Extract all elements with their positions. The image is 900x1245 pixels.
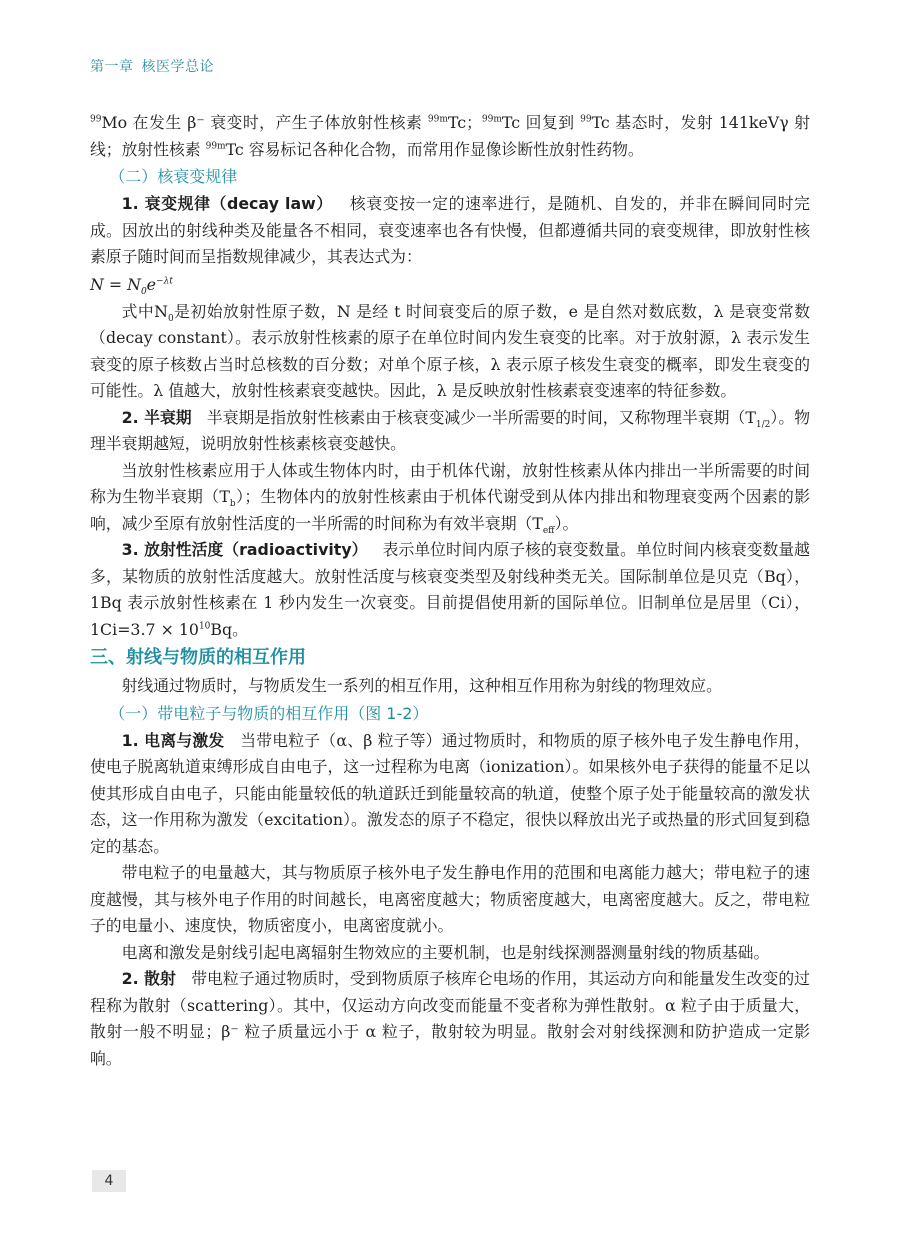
mechanism-paragraph: 电离和激发是射线引起电离辐射生物效应的主要机制，也是射线探测器测量射线的物质基础。 xyxy=(121,942,770,962)
biological-half-life-paragraph: 当放射性核素应用于人体或生物体内时，由于机体代谢，放射性核素从体内排出一半所需要的时间称为生物半衰期$(T_b)$；生物体内的放射性核素由于机体代谢受到从体内排出和物理衰变两个因素的影响，减少至原有放射性活度的一半所需的时间称为有效半衰期$(T_{eff})$。 xyxy=(90,460,810,536)
decay-constant-paragraph: 式中$N_0$是初始放射性原子数，N 是经 t 时间衰变后的原子数，e 是自然对数底数，λ 是衰变常数（decay constant）。表示放射性核素的原子在单位时间内发生衰变的比率。对于放射源，λ 表示发生衰变的原子核数占当时总核数的百分数；对单个原子核，λ 表示原子核发生衰变的概率，即发生衰变的可能性。λ 值越大，放射性核素衰变越快。因此，λ 是反映放射性核素衰变速率的特征参数。 xyxy=(90,301,810,400)
radioactivity-paragraph: 3. 放射性活度（radioactivity） 表示单位时间内原子核的衰变数量。单位时间内核衰变数量越多，某物质的放射性活度越大。放射性活度与核衰变类型及射线种类无关。国际制单位是贝克（Bq），1Bq 表示放射性核素在 1 秒内发生一次衰变。目前提倡使用新的国际单位。旧制单位是居里（Ci），$1Ci=3.7 \times 10^{10}Bq$。 xyxy=(90,540,810,639)
scattering-label: 2. 散射 xyxy=(121,969,176,988)
decay-law-label: 1. 衰变规律（decay law） xyxy=(121,194,333,213)
radioactivity-label: 3. 放射性活度（radioactivity） xyxy=(121,540,368,559)
page-body xyxy=(90,110,810,1072)
chapter-title: 核医学总论 xyxy=(141,59,214,75)
section-heading-decay-law: （二）核衰变规律 xyxy=(109,167,238,186)
scattering-paragraph: 2. 散射 带电粒子通过物质时，受到物质原子核库仑电场的作用，其运动方向和能量发生改变的过程称为散射（scattering）。其中，仅运动方向改变而能量不变者称为弹性散射。α 粒子由于质量大，散射一般不明显；β⁻ 粒子质量远小于 α 粒子，散射较为明显。散射会对射线探测和防护造成一定影响。 xyxy=(90,969,810,1068)
running-header xyxy=(90,56,214,76)
half-life-paragraph: 2. 半衰期 半衰期是指放射性核素由于核衰变减少一半所需要的时间，又称物理半衰期$(T_{1/2})$。物理半衰期越短，说明放射性核素核衰变越快。 xyxy=(90,407,811,453)
section-heading-interaction: 三、射线与物质的相互作用 xyxy=(90,647,306,668)
page-number: 4 xyxy=(92,1170,126,1192)
chapter-label: 第一章 xyxy=(90,59,134,75)
ionization-label: 1. 电离与激发 xyxy=(121,730,225,750)
ionization-paragraph: 1. 电离与激发 当带电粒子（α、β 粒子等）通过物质时，和物质的原子核外电子发生静电作用，使电子脱离轨道束缚形成自由电子，这一过程称为电离（ionization）。如果核外电子获得的能量不足以使其形成自由电子，只能由能量较低的轨道跃迁到能量较高的轨道，使整个原子处于能量较高的激发状态，这一作用称为激发（excitation）。激发态的原子不稳定，很快以释放出光子或热量的形式回复到稳定的基态。 xyxy=(90,730,810,856)
intro-paragraph: $^{99}$Mo 在发生 β⁻ 衰变时，产生子体放射性核素 $^{99m}$Tc；$^{99m}$Tc 回复到 $^{99}$Tc 基态时，发射 141keVγ 射线；放射性核素 $^{99m}$Tc 容易标记各种化合物，而常用作显像诊断性放射性药物。 xyxy=(90,113,810,159)
decay-law-paragraph: 1. 衰变规律（decay law） 核衰变按一定的速率进行，是随机、自发的，并非在瞬间同时完成。因放出的射线种类及能量各不相同，衰变速率也各有快慢，但都遵循共同的衰变规律，即放射性核素原子随时间而呈指数规律减少，其表达式为： xyxy=(90,194,810,266)
half-life-label: 2. 半衰期 xyxy=(121,407,192,427)
section-heading-charged-particles: （一）带电粒子与物质的相互作用（图 1-2） xyxy=(109,703,429,723)
interaction-intro: 射线通过物质时，与物质发生一系列的相互作用，这种相互作用称为射线的物理效应。 xyxy=(121,676,722,695)
decay-formula: $N = N_0e^{-\lambda t}$ xyxy=(90,274,173,297)
ionization-density-paragraph: 带电粒子的电量越大，其与物质原子核外电子发生静电作用的范围和电离能力越大；带电粒子的速度越慢，其与核外电子作用的时间越长，电离密度越大；物质密度越大，电离密度越大。反之，带电粒子的电量小、速度快，物质密度小，电离密度就小。 xyxy=(90,863,810,935)
